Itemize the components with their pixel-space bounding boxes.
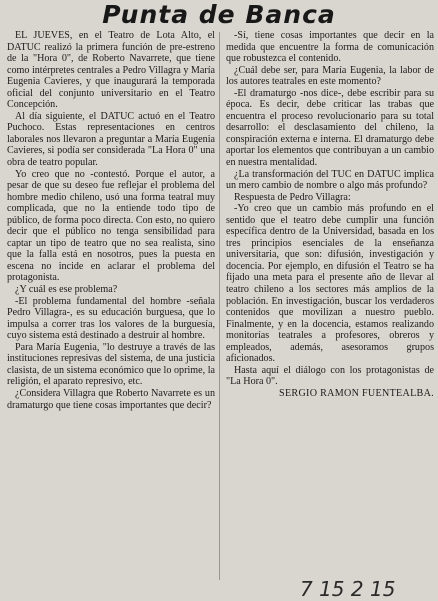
paragraph: ¿Y cuál es ese problema? <box>15 284 118 296</box>
headline: Punta de Banca <box>102 0 336 29</box>
paragraph: -Yo creo que un cambio más profundo en el sentido que el teatro debe cumplir una función específica dentro de la Universidad, basada en los tres principios esenciales de la enseñanza universitaria, que son: difusión, investigación y docencia. Por ejemplo, en difusión el Teatro se ha fijado una meta para el presente año de llevar al teatro chileno a los sectores más amplios de la población. En investigación, buscar los verdaderos contenidos que movilizan a nuestro pueblo. Finalmente, y en la docencia, estamos realizando monitorías teatrales a profesores, obreros y empleados, además, asesoramos grupos aficionados. <box>226 203 434 365</box>
handwritten-date-stamp: 7 15 2 15 <box>300 577 396 601</box>
paragraph: Al día siguiente, el DATUC actuó en el Teatro Puchoco. Estas representaciones en centros laborales nos llevaron a preguntar a María Eugenia Cavieres, si podía ser considerada "La Hora 0" una obra de teatro popular. <box>7 110 215 169</box>
paragraph: -El dramaturgo -nos dice-, debe escribir para su época. Es decir, debe criticar las trabas que encuentra el proceso revolucionario para su total desarrollo: el desclasamiento del chileno, la conspiración externa e interna. El dramaturgo debe aportar los elementos que contribuyan a un cambio en nuestra mentalidad. <box>226 87 434 169</box>
paragraph: EL JUEVES, en el Teatro de Lota Alto, el DATUC realizó la primera función de pre-estreno de la "Hora 0", de Roberto Navarrete, que tiene como intérpretes centrales a Pedro Villagra y María Eugenia Cavieres, y que inaugurará la temporada oficial del conjunto universitario en el Teatro Concepción. <box>7 30 215 111</box>
left-column <box>7 30 215 582</box>
paragraph: ¿Considera Villagra que Roberto Navarrete es un dramaturgo que tiene cosas importantes que decir? <box>7 387 215 411</box>
paragraph: ¿Cuál debe ser, para María Eugenia, la labor de los autores teatrales en este momento? <box>226 64 434 88</box>
paragraph: ¿La transformación del TUC en DATUC implica un mero cambio de nombre o algo más profundo? <box>226 168 434 192</box>
right-column <box>226 30 434 582</box>
column-divider <box>219 32 220 580</box>
paragraph: Para María Eugenia, "lo destruye a través de las instituciones represivas del sistema, de una justicia clasista, de un sistema económico que lo oprime, la religión, el aparato represivo, etc. <box>7 341 215 388</box>
paragraph: -El problema fundamental del hombre -señala Pedro Villagra-, es su educación burguesa, que lo impulsa a correr tras los valores de la burguesía, cuyo sistema está destinado a destruir al hombre. <box>7 295 215 342</box>
paragraph: -Sí, tiene cosas importantes que decir en la medida que encuentre la forma de comunicación que robustezca el contenido. <box>226 30 434 65</box>
author-signature: SERGIO RAMON FUENTEALBA. <box>279 387 434 399</box>
paragraph: Hasta aquí el diálogo con los protagonistas de "La Hora 0". <box>226 364 434 388</box>
paragraph: Yo creo que no -contestó. Porque el autor, a pesar de que su deseo fue reflejar el problema del hombre medio chileno, usó una forma teatral muy complicada, que no la entiende todo tipo de público, de forma poco directa. Con esto, no quiero decir que el público no tenga sensibilidad para captar un tipo de teatro que no sea realista, sino que la falla está en nosotros, pues la puesta en escena no incide en aclarar el problema del protagonista. <box>7 168 215 284</box>
paragraph: Respuesta de Pedro Villagra: <box>234 191 351 203</box>
